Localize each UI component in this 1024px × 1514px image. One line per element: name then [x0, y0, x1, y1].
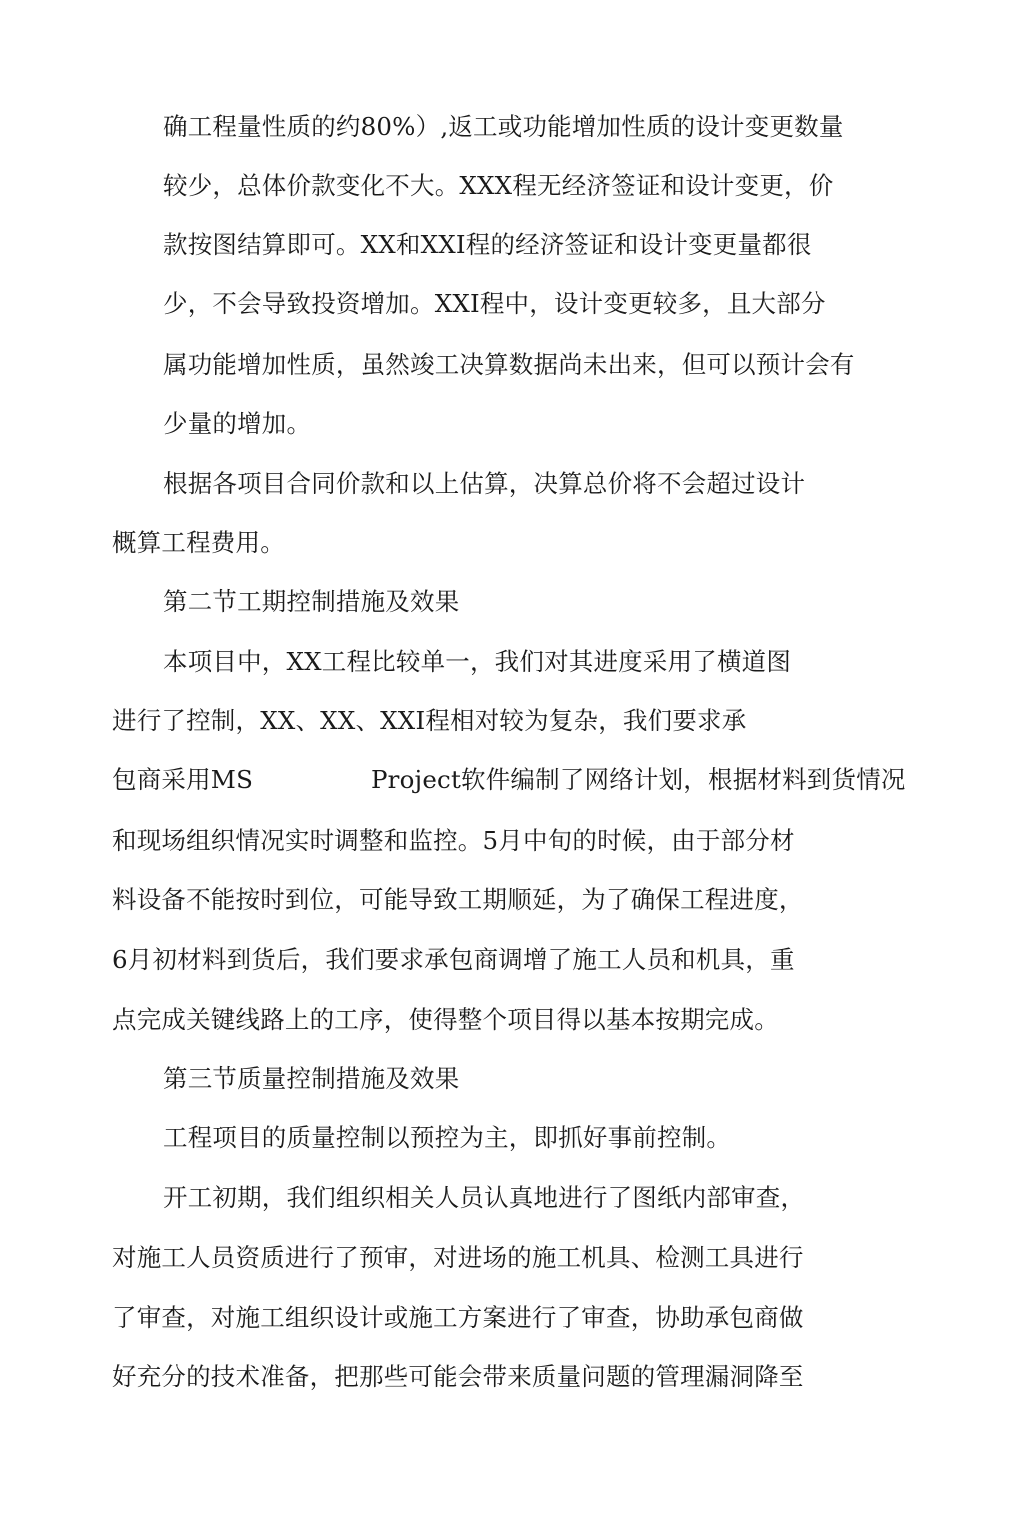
paragraph-line: 了审查，对施工组织设计或施工方案进行了审查，协助承包商做	[112, 1303, 804, 1332]
paragraph-line: 概算工程费用。	[112, 528, 285, 557]
paragraph-line: 点完成关键线路上的工序，使得整个项目得以基本按期完成。	[112, 1005, 779, 1034]
paragraph-line: 属功能增加性质，虽然竣工决算数据尚未出来，但可以预计会有	[163, 350, 855, 379]
section-heading: 第三节质量控制措施及效果	[163, 1064, 460, 1093]
paragraph-line: 款按图结算即可。XX和XXI程的经济签证和设计变更量都很	[163, 230, 812, 259]
paragraph-line: 少，不会导致投资增加。XXI程中，设计变更较多，且大部分	[163, 289, 826, 318]
paragraph-line: 开工初期，我们组织相关人员认真地进行了图纸内部审查，	[163, 1183, 806, 1212]
paragraph-line: 和现场组织情况实时调整和监控。5月中旬的时候，由于部分材	[112, 826, 795, 855]
paragraph-line: 确工程量性质的约80%）,返工或功能增加性质的设计变更数量	[163, 112, 844, 141]
paragraph-line: 本项目中，XX工程比较单一，我们对其进度采用了横道图	[163, 647, 792, 676]
paragraph-line: 6月初材料到货后，我们要求承包商调增了施工人员和机具，重	[112, 945, 795, 974]
paragraph-line: 料设备不能按时到位，可能导致工期顺延，为了确保工程进度，	[112, 885, 804, 914]
section-heading: 第二节工期控制措施及效果	[163, 587, 460, 616]
paragraph-line-left: 包商采用MS	[112, 765, 254, 794]
paragraph-line: 少量的增加。	[163, 409, 312, 438]
paragraph-line: 进行了控制，XX、XX、XXI程相对较为复杂，我们要求承	[112, 706, 747, 735]
paragraph-line: 工程项目的质量控制以预控为主，即抓好事前控制。	[163, 1123, 732, 1152]
paragraph-line: 较少，总体价款变化不大。XXX程无经济签证和设计变更，价	[163, 171, 834, 200]
paragraph-line-right: Project软件编制了网络计划，根据材料到货情况	[371, 765, 906, 794]
paragraph-line: 根据各项目合同价款和以上估算，决算总价将不会超过设计	[163, 469, 806, 498]
paragraph-line: 对施工人员资质进行了预审，对进场的施工机具、检测工具进行	[112, 1243, 804, 1272]
paragraph-line: 好充分的技术准备，把那些可能会带来质量问题的管理漏洞降至	[112, 1362, 804, 1391]
